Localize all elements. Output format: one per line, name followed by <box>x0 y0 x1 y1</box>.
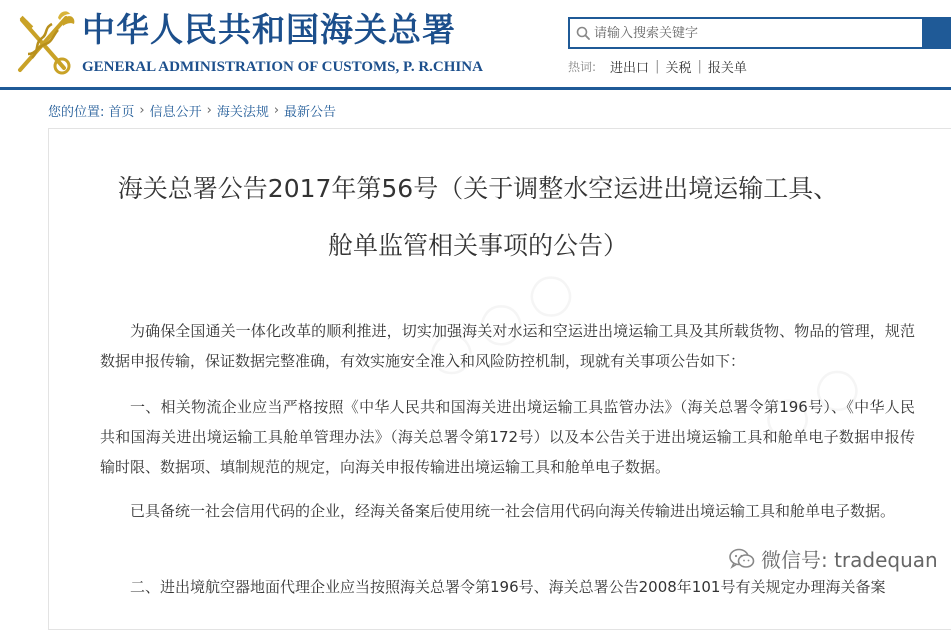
site-title-en[interactable]: GENERAL ADMINISTRATION OF CUSTOMS, P. R.CHINA <box>82 59 483 75</box>
article-title-line-1: 海关总署公告2017年第56号（关于调整水空运进出境运输工具、 <box>117 174 839 203</box>
wechat-id-text: 微信号: tradequan <box>761 548 938 572</box>
wechat-watermark <box>725 542 942 575</box>
hot-word-baoguandan[interactable]: 报关单 <box>707 61 747 76</box>
breadcrumb-separator: › <box>273 103 280 118</box>
site-header <box>0 0 951 88</box>
breadcrumb-latest-notices[interactable]: 最新公告 <box>284 105 337 120</box>
article-paragraph <box>100 572 915 602</box>
search-icon <box>576 26 590 40</box>
hot-word-divider: | <box>655 59 660 74</box>
paragraph-intro: 为确保全国通关一体化改革的顺利推进，切实加强海关对水运和空运进出境运输工具及其所载货物、物品的管理，规范数据申报传输，保证数据完整准确，有效实施安全准入和风险防控机制，现就有关事项公告如下： <box>100 322 915 370</box>
hot-words <box>568 57 747 76</box>
breadcrumb-separator: › <box>206 103 212 118</box>
article-paragraph <box>100 496 915 526</box>
hot-words-label: 热词: <box>568 60 597 74</box>
breadcrumb-home[interactable]: 首页 <box>108 105 135 120</box>
paragraph-item-1: 一、相关物流企业应当严格按照《中华人民共和国海关进出境运输工具监管办法》（海关总署令第196号）、《中华人民共和国海关进出境运输工具舱单管理办法》（海关总署令第172号）以及本公告关于进出境运输工具和舱单电子数据申报传输时限、数据项、填制规范的规定，向海关申报传输进出境运输工具和舱单电子数据。 <box>100 398 915 476</box>
hot-word-guanshui[interactable]: 关税 <box>665 61 692 76</box>
search-button[interactable] <box>924 17 951 49</box>
hot-word-divider: | <box>697 59 702 74</box>
paragraph-item-2: 二、进出境航空器地面代理企业应当按照海关总署令第196号、海关总署公告2008年101号有关规定办理海关备案 <box>130 578 886 596</box>
search-box <box>568 17 924 49</box>
breadcrumb-regulations[interactable]: 海关法规 <box>216 105 269 120</box>
breadcrumb-prefix: 您的位置: <box>48 105 105 120</box>
article-paragraph <box>100 316 915 376</box>
breadcrumb <box>48 101 336 120</box>
site-title-cn[interactable]: 中华人民共和国海关总署 <box>82 10 456 49</box>
article-title <box>48 160 908 274</box>
breadcrumb-info-public[interactable]: 信息公开 <box>149 105 202 120</box>
article-title-line-2: 舱单监管相关事项的公告） <box>327 231 628 260</box>
hot-word-jinchukou[interactable]: 进出口 <box>610 61 650 76</box>
breadcrumb-separator: › <box>139 103 145 118</box>
wechat-icon <box>729 548 755 570</box>
article-paragraph <box>100 392 915 482</box>
header-divider <box>0 87 951 90</box>
customs-emblem-icon[interactable] <box>8 10 78 76</box>
paragraph-credit-code: 已具备统一社会信用代码的企业，经海关备案后使用统一社会信用代码向海关传输进出境运输工具和舱单电子数据。 <box>130 502 896 520</box>
search-input[interactable] <box>594 26 894 41</box>
